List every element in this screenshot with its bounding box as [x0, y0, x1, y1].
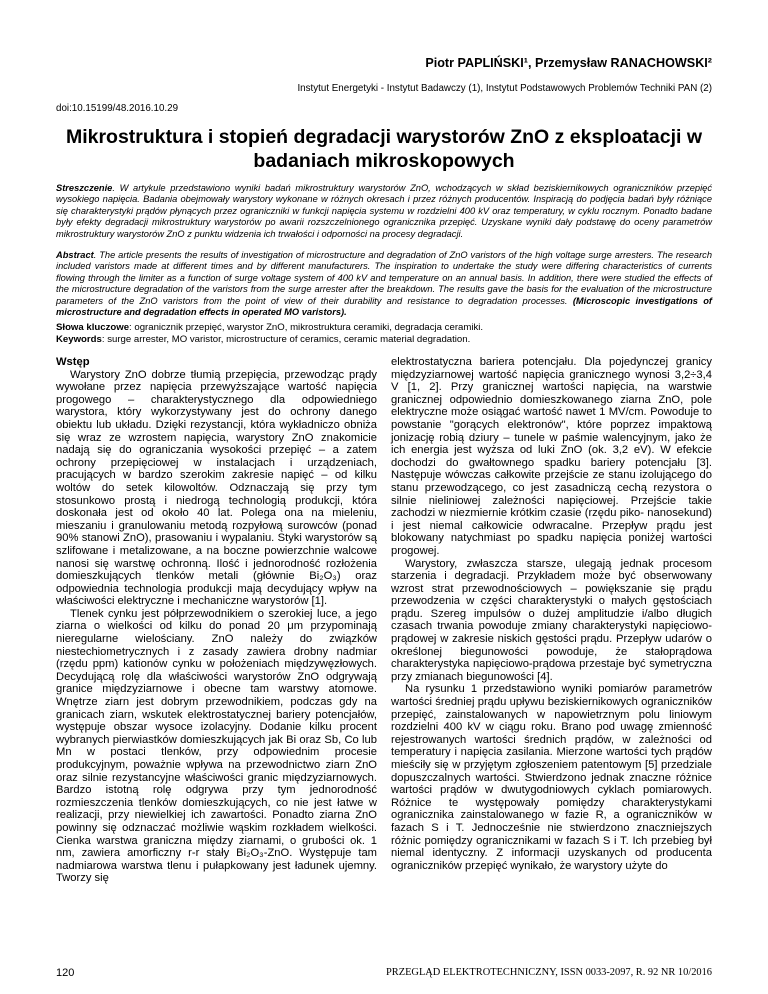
- left-paragraph-1: Warystory ZnO dobrze tłumią przepięcia, przewodząc prądy wywołane przez napięcia przewyższające wartość napięcia progowego – charakterystycznego dla odpowiedniego warystora, który wykorzystywany jest do ochrony danego obiektu lub układu. Dzięki rezystancji, która wykładniczo obniża się wraz ze wzrostem napięcia, warystory ZnO znakomicie nadają się do ograniczania wysokości przepięć – a zatem ochrony przepięciowej w instalacjach i urządzeniach, pracujących w bardzo szerokim zakresie napięć – od kilku woltów do setek kilowoltów. Odznaczają się przy tym stosunkowo prostą i niedrogą technologią produkcji, która doskonała jest od około 40 lat. Polega ona na mieleniu, mieszaniu i granulowaniu metodą rozpyłową surowców (ponad 90% stanowi ZnO), prasowaniu i wypalaniu. Styki warystorów są szlifowane i metalizowane, a na boczne powierzchnie walcowe nanosi się warstwę ochronną. Ilość i jednorodność rozłożenia domieszkujących tlenków metali (głównie Bi₂O₃) oraz odpowiednia technologia produkcji mają decydujący wpływ na właściwości elektryczne i mechaniczne warystorów [1].: [56, 368, 377, 608]
- authors: Piotr PAPLIŃSKI¹, Przemysław RANACHOWSKI²: [425, 56, 712, 70]
- right-paragraph-3: Na rysunku 1 przedstawiono wyniki pomiarów parametrów wartości średniej prądu upływu beziskiernikowych ograniczników przepięć, zainstalowanych w napowietrznym polu liniowym rozdzielni 400 kV w ciągu roku. Brano pod uwagę zmienność rejestrowanych wartości średnich prądów, w zależności od temperatury i napięcia zasilania. Mierzone wartości tych prądów mieściły się w przyjętym zgłoszeniem patentowym [5] przedziale dopuszczalnych wartości. Stwierdzono jednak znaczne różnice wartości prądów w dwutygodniowych cyklach pomiarowych. Różnice te występowały pomiędzy charakterystykami ogranicznika zainstalowanego w fazie R, a ograniczników w fazach S i T. Jednocześnie nie stwierdzono znaczniejszych różnic pomiędzy ogranicznikami w fazach S i T. Ich przebieg był niemal identyczny. Z informacji uzyskanych od producenta ograniczników przepięć wynikało, że warystory użyte do: [391, 683, 712, 872]
- section-heading: Wstęp: [56, 356, 90, 368]
- keywords-pl-text: : ogranicznik przepięć, warystor ZnO, mikrostruktura ceramiki, degradacja ceramiki.: [129, 322, 484, 333]
- right-paragraph-1: elektrostatyczna bariera potencjału. Dla pojedynczej granicy międzyziarnowej wartość napięcia granicznego wynosi 3,2÷3,4 V [1, 2]. Przy granicznej wartości napięcia, na warstwie granicznej odpowiednio domieszkowanego ziarna ZnO, pole elektryczne może osiągać wartość nawet 1 MV/cm. Powoduje to powstanie "gorących elektronów", które poprzez impaktową jonizację robią dziury – tunele w paśmie walencyjnym, jako że ich energia jest wyższa od luki ZnO (ok. 3,2 eV). W efekcie dochodzi do gwałtownego spadku bariery potencjału [3]. Następuje wówczas całkowite przejście ze stanu izolującego do stanu przewodzącego, co jest zasadniczą cechą rezystora o silnie nieliniowej zależności napięciowej. Przejście takie zachodzi w niezmiernie krótkim czasie (rzędu piko- nanosekund) i jest niemal całkowicie odwracalne. Przepływ prądu jest blokowany natychmiast po spadku napięcia poniżej wartości progowej.: [391, 356, 712, 557]
- abstract-en: [56, 250, 712, 318]
- abstract-pl: [56, 183, 712, 240]
- right-column: [391, 356, 712, 872]
- left-paragraph-2: Tlenek cynku jest półprzewodnikiem o szerokiej luce, a jego ziarna o wielkości od kilku do ponad 20 μm przypominają nieregularne wielościany. ZnO należy do związków niestechiometrycznych i z zasady zawiera drobny nadmiar (rzędu ppm) kationów cynku w położeniach międzywęzłowych. Decydującą rolę dla właściwości warystorów ZnO odgrywają granice międzyziarnowe i obecne tam warstwy atomowe. Wnętrze ziarn jest dobrym przewodnikiem, podczas gdy na granicach ziarn, wskutek elektrostatycznej bariery potencjałów, występuje obszar wysoce izolacyjny. Dodanie kilku procent wybranych pierwiastków domieszkujących jak Bi oraz Sb, Co lub Mn w postaci tlenków, przy odpowiednim procesie produkcyjnym, poważnie wpływa na przewodnictwo ziarn ZnO oraz silnie rezystancyjne właściwości granic międzyziarnowych. Bardzo istotną rolę odgrywa przy tym jednorodność rozmieszczenia tlenków domieszkujących, co nie jest łatwe w realizacji, przy niewielkiej ich zawartości. Ponadto ziarna ZnO powinny się odznaczać możliwie wąskim rozkładem wielkości. Cienka warstwa graniczna między ziarnami, o grubości ok. 1 nm, zawiera amorficzny r-r stały Bi₂O₃-ZnO. Występuje tam nadmiarowa warstwa tlenu i pułapkowany jest ładunek ujemny. Tworzy się: [56, 607, 377, 885]
- left-column: [56, 356, 377, 885]
- abstract-pl-label: Streszczenie: [56, 183, 113, 193]
- keywords-en-text: : surge arrester, MO varistor, microstructure of ceramics, ceramic material degradation.: [101, 334, 471, 345]
- right-paragraph-2: Warystory, zwłaszcza starsze, ulegają jednak procesom starzenia i degradacji. Przykładem może być obserwowany wzrost strat przewodnościowych – powiększanie się prądu przewodzenia w części charakterystyki o małych gęstościach prądu. Szereg impulsów o dużej amplitudzie i/albo długich czasach trwania powoduje zmiany charakterystyki napięciowo-prądowej w zakresie niskich gęstości prądu. Przepływ udarów o określonej biegunowości powoduje, że stałoprądowa charakterystyka napięciowo-prądowa przestaje być symetryczna przy zmianach biegunowości [4].: [391, 557, 712, 683]
- keywords-en: [56, 334, 712, 346]
- keywords-en-label: Keywords: [56, 334, 102, 345]
- abstract-pl-text: . W artykule przedstawiono wyniki badań mikrostruktury warystorów ZnO, wchodzących w skład beziskiernikowych ograniczników przepięć wysokiego napięcia. Badania obejmowały warystory wykonane w różnych okresach i przez różnych producentów. Inspiracją do podjęcia badań były różniące się charakterystyki prądów płynących przez ograniczniki w funkcji napięcia systemu w rozdzielni 400 kV oraz temperatury, w cyklu rocznym. Ponadto badane były efekty degradacji mikrostruktury warystorów po awarii rozszczelnionego ogranicznika przepięć. Uzyskane wyniki dały podstawę do oceny parametrów mikrostruktury warystorów ZnO z punktu widzenia ich trwałości i odporności na procesy degradacji.: [56, 183, 712, 239]
- page-number: 120: [56, 967, 75, 979]
- keywords-pl-label: Słowa kluczowe: [56, 322, 130, 333]
- keywords-pl: [56, 322, 712, 334]
- journal-footer: PRZEGLĄD ELEKTROTECHNICZNY, ISSN 0033-2097, R. 92 NR 10/2016: [386, 967, 712, 978]
- affiliation: Instytut Energetyki - Instytut Badawczy (1), Instytut Podstawowych Problemów Techniki PAN (2): [297, 83, 712, 94]
- paper-title: Mikrostruktura i stopień degradacji warystorów ZnO z eksploatacji w badaniach mikroskopowych: [65, 126, 703, 172]
- abstract-en-title: (Microscopic investigations of microstructure and degradation effects in operated MO varistors).: [56, 295, 713, 318]
- doi: doi:10.15199/48.2016.10.29: [56, 103, 179, 114]
- abstract-en-text: . The article presents the results of investigation of microstructure and degradation of ZnO varistors of the high voltage surge arresters. The research included varistors made at different times and by different manufacturers. The inspiration to undertake the study were differing characteristics of currents flowing through the limiter as a function of surge voltage system of 400 kV and temperature on an annual basis. In addition, there were studied the effects of the microstructure degradation of the varistors from the surge arrester after the breakdown. The results gave the basis for the evaluation of the microstructure parameters of the ZnO varistors from the point of view of their durability and resistance to degradation processes.: [56, 250, 712, 306]
- abstract-en-label: Abstract: [56, 250, 94, 260]
